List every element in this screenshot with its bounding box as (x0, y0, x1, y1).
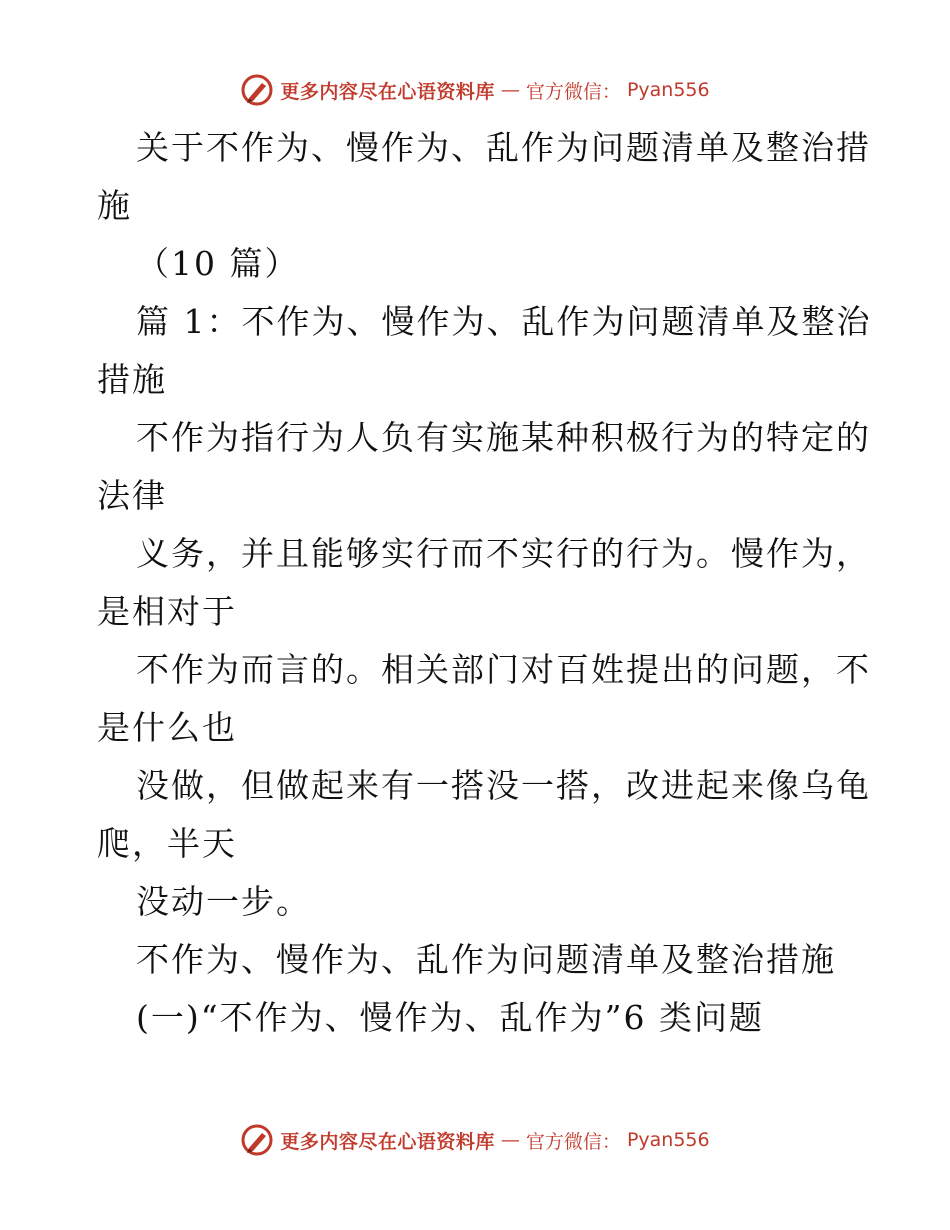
paragraph-line: 不作为而言的。相关部门对百姓提出的问题，不 (136, 650, 871, 689)
section-heading-line-2: 措施 (97, 360, 167, 399)
document-subtitle: （10 篇） (136, 244, 300, 283)
paragraph-line: 是相对于 (97, 592, 237, 631)
footer-watermark (0, 1120, 950, 1160)
paragraph-line: 义务，并且能够实行而不实行的行为。慢作为， (136, 534, 871, 573)
paragraph-line: 没动一步。 (136, 882, 311, 921)
watermark-site-text: 更多内容尽在心语资料库 (280, 80, 495, 103)
watermark-site-text: 更多内容尽在心语资料库 (280, 1130, 495, 1153)
watermark-wechat-label: 官方微信： (525, 1130, 621, 1153)
watermark-separator: — (500, 79, 520, 101)
pen-logo-icon (240, 73, 274, 107)
subsection-title: 不作为、慢作为、乱作为问题清单及整治措施 (136, 940, 836, 979)
header-watermark (0, 70, 950, 110)
document-title-line-1: 关于不作为、慢作为、乱作为问题清单及整治措 (136, 128, 871, 167)
paragraph-line: 爬，半天 (97, 824, 237, 863)
paragraph-line: 没做，但做起来有一搭没一搭，改进起来像乌龟 (136, 766, 871, 805)
watermark-separator: — (500, 1129, 520, 1151)
paragraph-line: 是什么也 (97, 708, 237, 747)
watermark-wechat-id: Pyan556 (626, 79, 710, 101)
watermark-wechat-label: 官方微信： (525, 80, 621, 103)
list-heading: (一)“不作为、慢作为、乱作为”6 类问题 (136, 998, 764, 1037)
document-title-line-2: 施 (97, 186, 132, 225)
paragraph-line: 法律 (97, 476, 167, 515)
pen-logo-icon (240, 1123, 274, 1157)
paragraph-line: 不作为指行为人负有实施某种积极行为的特定的 (136, 418, 871, 457)
watermark-wechat-id: Pyan556 (626, 1129, 710, 1151)
section-heading-line-1: 篇 1：不作为、慢作为、乱作为问题清单及整治 (136, 302, 872, 341)
